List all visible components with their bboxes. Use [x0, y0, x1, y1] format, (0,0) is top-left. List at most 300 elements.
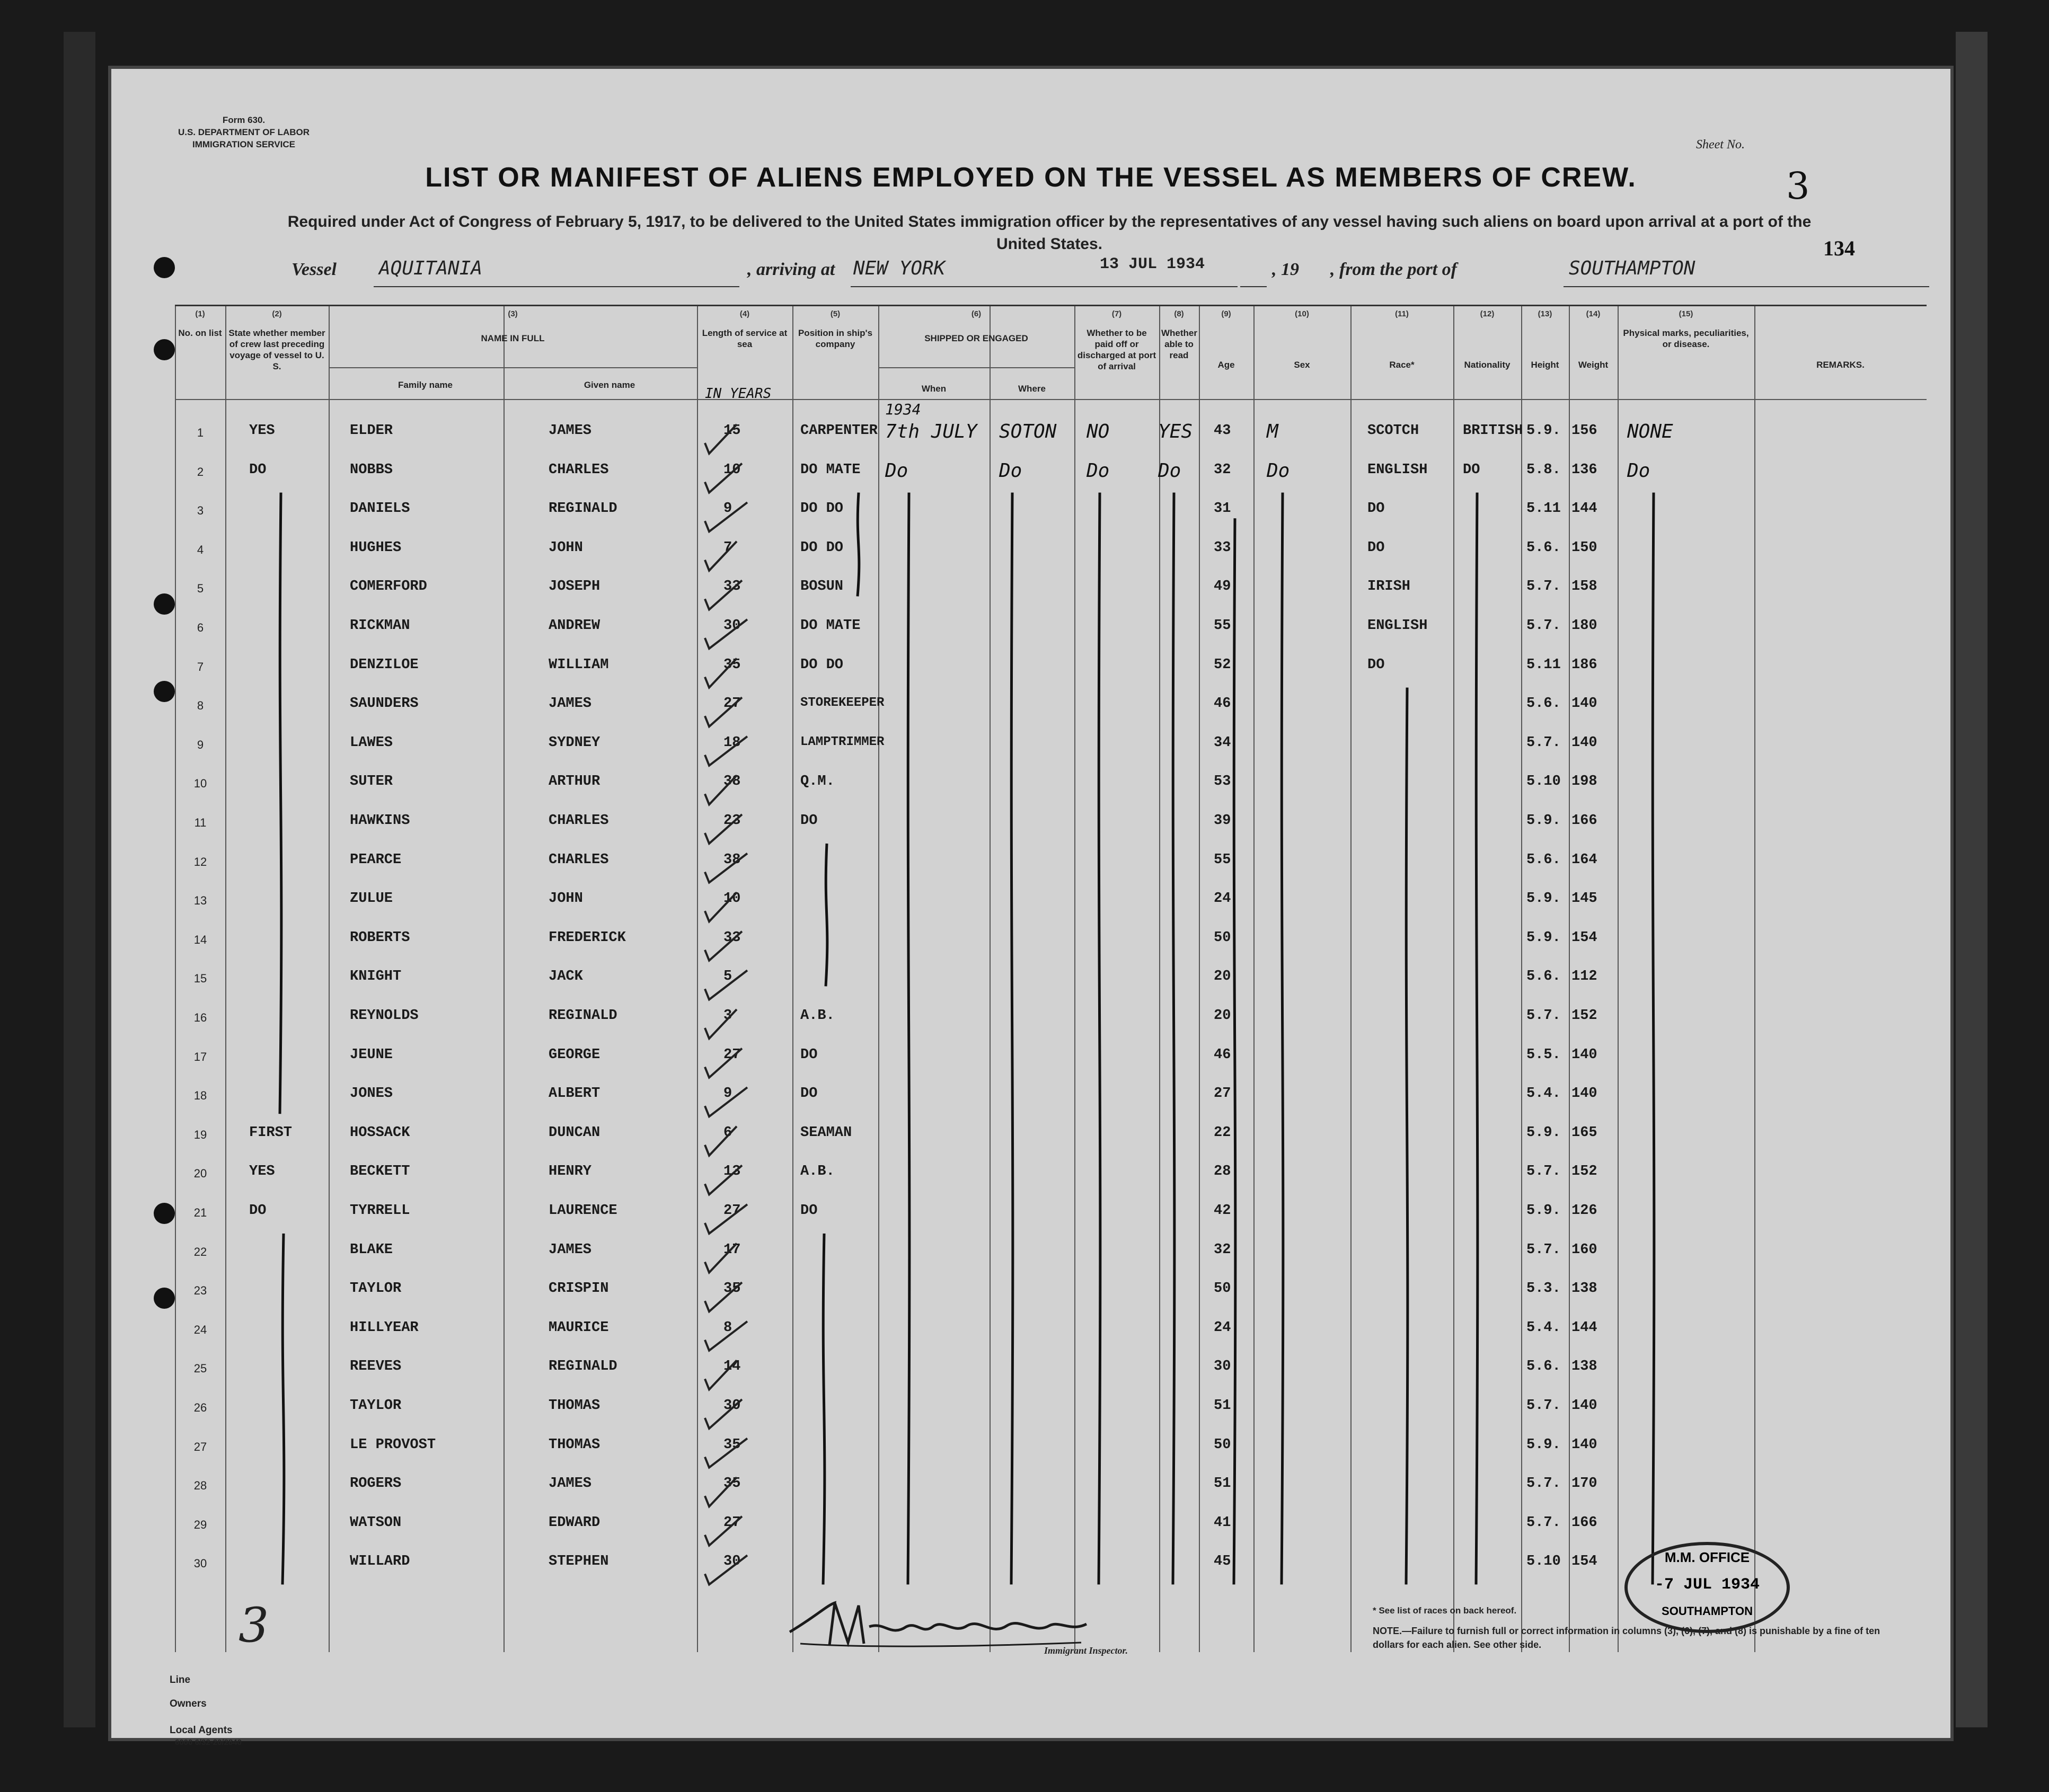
age: 46 [1214, 696, 1231, 712]
vessel-name: AQUITANIA [379, 258, 483, 279]
family-name: NOBBS [350, 462, 393, 478]
table-row [175, 812, 1927, 851]
age: 42 [1214, 1203, 1231, 1219]
sex: Do [1267, 459, 1290, 482]
arrival-date-stamp: 13 JUL 1934 [1100, 255, 1205, 273]
age: 49 [1214, 579, 1231, 595]
table-row [175, 851, 1927, 890]
service-years: 35 [723, 1281, 741, 1297]
paid-off: NO [1087, 421, 1110, 442]
given-name: REGINALD [549, 501, 617, 517]
given-name: WILLIAM [549, 657, 609, 673]
service-years: 15 [723, 423, 741, 439]
underline [1240, 286, 1267, 287]
family-name: DENZILOE [350, 657, 419, 673]
column-header-c8: Whether able to read [1161, 328, 1197, 360]
row-number: 1 [197, 426, 204, 439]
column-header-c7: Whether to be paid off or discharged at port of arrival [1077, 328, 1156, 371]
page-subtitle: Required under Act of Congress of February 5, 1917, to be delivered to the United States immigration officer by the representatives of any vessel having such aliens on board upon arrival at a port of the United States. [287, 213, 1812, 253]
family-name: JONES [350, 1086, 393, 1102]
row-number: 10 [193, 777, 207, 791]
service-years: 18 [723, 734, 741, 751]
weight: 160 [1571, 1241, 1597, 1258]
family-name: RICKMAN [350, 618, 410, 634]
age: 51 [1214, 1398, 1231, 1414]
row-number: 15 [193, 972, 207, 986]
scanner-edge-right [1956, 32, 1988, 1727]
table-row [175, 1397, 1927, 1436]
race: DO [1367, 539, 1385, 556]
table-row [175, 929, 1927, 968]
weight: 166 [1571, 1514, 1597, 1531]
service-years: 8 [723, 1319, 732, 1336]
position: SEAMAN [800, 1124, 852, 1141]
punch-hole [154, 593, 175, 615]
given-name: THOMAS [549, 1398, 600, 1414]
family-name: HILLYEAR [350, 1319, 419, 1336]
weight: 164 [1571, 851, 1597, 868]
column-header-c3: NAME IN FULL [481, 333, 545, 343]
age: 53 [1214, 774, 1231, 790]
age: 30 [1214, 1359, 1231, 1375]
weight: 138 [1571, 1359, 1597, 1375]
height: 5.7. [1526, 579, 1561, 595]
race: SCOTCH [1367, 423, 1419, 439]
column-header-c4: Length of service at sea [702, 328, 788, 349]
age: 51 [1214, 1476, 1231, 1492]
height: 5.11 [1526, 501, 1561, 517]
table-row [175, 1163, 1927, 1202]
prev-voyage: YES [249, 1164, 275, 1180]
family-name: TAYLOR [350, 1398, 402, 1414]
height: 5.5. [1526, 1046, 1561, 1063]
age: 32 [1214, 462, 1231, 478]
height: 5.8. [1526, 462, 1561, 478]
given-name: JAMES [549, 696, 592, 712]
table-row [175, 734, 1927, 773]
age: 50 [1214, 1436, 1231, 1453]
family-name: WILLARD [350, 1554, 410, 1570]
column-header-c13: Height [1531, 360, 1559, 370]
given-name: CHARLES [549, 813, 609, 829]
physical-marks: Do [1627, 459, 1650, 482]
underline [1564, 286, 1929, 287]
position: STOREKEEPER [800, 696, 885, 711]
race: ENGLISH [1367, 462, 1428, 478]
service-years: 27 [723, 696, 741, 712]
column-number: (14) [1586, 309, 1601, 318]
given-name: HENRY [549, 1164, 592, 1180]
row-number: 4 [197, 543, 204, 556]
height: 5.6. [1526, 1359, 1561, 1375]
nationality: BRITISH [1463, 423, 1523, 439]
age: 20 [1214, 1008, 1231, 1024]
paid-off: Do [1087, 459, 1110, 482]
family-name: BECKETT [350, 1164, 410, 1180]
form-header [159, 114, 329, 150]
prev-voyage: DO [249, 1203, 267, 1219]
from-port: SOUTHAMPTON [1569, 258, 1695, 279]
given-name: DUNCAN [549, 1124, 600, 1141]
race: DO [1367, 501, 1385, 517]
age: 27 [1214, 1086, 1231, 1102]
height: 5.9. [1526, 423, 1561, 439]
table-row [175, 1475, 1927, 1514]
punch-hole [154, 1203, 175, 1224]
row-number: 25 [193, 1362, 207, 1376]
height: 5.7. [1526, 1514, 1561, 1531]
row-number: 29 [193, 1518, 207, 1531]
height: 5.9. [1526, 891, 1561, 907]
age: 20 [1214, 969, 1231, 985]
family-name: PEARCE [350, 851, 402, 868]
weight: 154 [1571, 1554, 1597, 1570]
row-number: 2 [197, 465, 204, 478]
given-name: REGINALD [549, 1359, 617, 1375]
punch-hole [154, 257, 175, 278]
sub-header-c3b: Given name [584, 380, 635, 390]
table-row [175, 1436, 1927, 1475]
family-name: REEVES [350, 1359, 402, 1375]
page-title: LIST OR MANIFEST OF ALIENS EMPLOYED ON THE VESSEL AS MEMBERS OF CREW. [425, 162, 1637, 193]
weight: 166 [1571, 813, 1597, 829]
row-number: 19 [193, 1128, 207, 1141]
weight: 170 [1571, 1476, 1597, 1492]
position: BOSUN [800, 579, 844, 595]
form-number: Form 630. [222, 115, 266, 125]
service-years: 7 [723, 539, 732, 556]
column-header-c11: Race* [1389, 360, 1415, 370]
age: 43 [1214, 423, 1231, 439]
column-header-c10: Sex [1294, 360, 1310, 370]
row-number: 24 [193, 1323, 207, 1336]
height: 5.9. [1526, 1436, 1561, 1453]
office-stamp [1624, 1542, 1790, 1633]
table-row [175, 500, 1927, 539]
height: 5.10 [1526, 1554, 1561, 1570]
family-name: LE PROVOST [350, 1436, 436, 1453]
given-name: JOSEPH [549, 579, 600, 595]
service-years: 33 [723, 579, 741, 595]
family-name: ELDER [350, 423, 393, 439]
from-label: , from the port of [1330, 260, 1457, 279]
weight: 152 [1571, 1164, 1597, 1180]
position: DO [800, 1203, 818, 1219]
service-years: 6 [723, 1124, 732, 1141]
weight: 154 [1571, 929, 1597, 946]
table-row [175, 1046, 1927, 1085]
shipped-when: Do [885, 459, 908, 482]
able-to-read: YES [1158, 421, 1193, 442]
position: DO [800, 1086, 818, 1102]
given-name: REGINALD [549, 1008, 617, 1024]
position: LAMPTRIMMER [800, 734, 885, 749]
age: 24 [1214, 1319, 1231, 1336]
given-name: LAURENCE [549, 1203, 617, 1219]
row-number: 3 [197, 504, 204, 518]
given-name: JOHN [549, 539, 583, 556]
position: Q.M. [800, 774, 835, 790]
shipped-year: 1934 [885, 401, 921, 418]
age: 24 [1214, 891, 1231, 907]
year-label: , 19 [1272, 260, 1299, 279]
column-number: (4) [739, 309, 750, 318]
service-unit-note: IN YEARS [705, 386, 772, 402]
shipped-when: 7th JULY [885, 421, 977, 442]
crew-table [175, 305, 1927, 1652]
given-name: STEPHEN [549, 1554, 609, 1570]
print-code: 6000 6/32-20/2840 [175, 1738, 242, 1747]
given-name: JAMES [549, 1241, 592, 1258]
table-row [175, 1202, 1927, 1241]
height: 5.10 [1526, 774, 1561, 790]
service-years: 10 [723, 891, 741, 907]
table-row [175, 1358, 1927, 1397]
family-name: DANIELS [350, 501, 410, 517]
weight: 140 [1571, 1436, 1597, 1453]
family-name: REYNOLDS [350, 1008, 419, 1024]
stamp-date: -7 JUL 1934 [1654, 1576, 1760, 1594]
able-to-read: Do [1158, 459, 1181, 482]
weight: 165 [1571, 1124, 1597, 1141]
family-name: ROGERS [350, 1476, 402, 1492]
height: 5.7. [1526, 1164, 1561, 1180]
row-number: 7 [197, 660, 204, 673]
row-number: 5 [197, 582, 204, 596]
given-name: GEORGE [549, 1046, 600, 1063]
given-name: MAURICE [549, 1319, 609, 1336]
service-years: 13 [723, 1164, 741, 1180]
height: 5.9. [1526, 1203, 1561, 1219]
column-header-c1: No. on list [178, 328, 222, 338]
age: 33 [1214, 539, 1231, 556]
column-header-c5: Position in ship's company [798, 328, 873, 349]
service-years: 9 [723, 501, 732, 517]
column-number: (3) [508, 309, 518, 318]
row-number: 8 [197, 699, 204, 713]
position: A.B. [800, 1164, 835, 1180]
weight: 152 [1571, 1008, 1597, 1024]
table-row [175, 539, 1927, 578]
inspector-signature [784, 1595, 1092, 1653]
race-note: * See list of races on back hereof. [1373, 1605, 1517, 1616]
family-name: HUGHES [350, 539, 402, 556]
family-name: COMERFORD [350, 579, 427, 595]
row-number: 18 [193, 1089, 207, 1103]
weight: 138 [1571, 1281, 1597, 1297]
row-number: 22 [193, 1245, 207, 1258]
column-number: (2) [272, 309, 282, 318]
service-years: 35 [723, 1476, 741, 1492]
column-header-c14: Weight [1578, 360, 1609, 370]
table-row [175, 461, 1927, 500]
service-years: 5 [723, 969, 732, 985]
height: 5.11 [1526, 657, 1561, 673]
given-name: JACK [549, 969, 583, 985]
age: 55 [1214, 851, 1231, 868]
table-row [175, 1319, 1927, 1358]
weight: 156 [1571, 423, 1597, 439]
age: 41 [1214, 1514, 1231, 1531]
column-number: (10) [1295, 309, 1309, 318]
column-number: (5) [830, 309, 841, 318]
height: 5.9. [1526, 813, 1561, 829]
position: CARPENTER [800, 423, 878, 439]
family-name: TAYLOR [350, 1281, 402, 1297]
service-years: 14 [723, 1359, 741, 1375]
service-years: 38 [723, 774, 741, 790]
weight: 136 [1571, 462, 1597, 478]
age: 46 [1214, 1046, 1231, 1063]
weight: 144 [1571, 1319, 1597, 1336]
service-years: 38 [723, 851, 741, 868]
stamp-port: SOUTHAMPTON [1662, 1604, 1753, 1618]
arriving-port: NEW YORK [853, 258, 946, 279]
service-years: 27 [723, 1046, 741, 1063]
service-years: 30 [723, 1554, 741, 1570]
shipped-where: Do [999, 459, 1022, 482]
table-row [175, 890, 1927, 929]
scanner-edge-left [64, 32, 95, 1727]
race: DO [1367, 657, 1385, 673]
service-years: 33 [723, 929, 741, 946]
height: 5.6. [1526, 969, 1561, 985]
table-row [175, 1007, 1927, 1046]
height: 5.9. [1526, 1124, 1561, 1141]
service: IMMIGRATION SERVICE [192, 139, 295, 149]
height: 5.9. [1526, 929, 1561, 946]
family-name: LAWES [350, 734, 393, 751]
age: 32 [1214, 1241, 1231, 1258]
age: 52 [1214, 657, 1231, 673]
column-header-c12: Nationality [1464, 360, 1511, 370]
height: 5.6. [1526, 696, 1561, 712]
row-number: 9 [197, 738, 204, 751]
column-number: (6) [971, 309, 982, 318]
row-number: 27 [193, 1440, 207, 1453]
family-name: ZULUE [350, 891, 393, 907]
given-name: JOHN [549, 891, 583, 907]
row-number: 14 [193, 933, 207, 946]
weight: 140 [1571, 734, 1597, 751]
table-row [175, 422, 1927, 461]
service-years: 27 [723, 1203, 741, 1219]
underline [374, 286, 739, 287]
table-row [175, 1124, 1927, 1163]
family-name: BLAKE [350, 1241, 393, 1258]
row-number: 21 [193, 1206, 207, 1219]
owners-label: Owners [170, 1698, 207, 1709]
service-years: 10 [723, 462, 741, 478]
service-years: 30 [723, 618, 741, 634]
height: 5.7. [1526, 1008, 1561, 1024]
table-row [175, 773, 1927, 812]
column-number: (15) [1679, 309, 1693, 318]
position: DO DO [800, 539, 844, 556]
given-name: ALBERT [549, 1086, 600, 1102]
table-row [175, 1241, 1927, 1280]
column-header-c2: State whether member of crew last preceding voyage of vessel to U. S. [228, 328, 325, 371]
family-name: HAWKINS [350, 813, 410, 829]
age: 50 [1214, 1281, 1231, 1297]
height: 5.4. [1526, 1086, 1561, 1102]
shipped-where: SOTON [999, 421, 1057, 442]
prev-voyage: DO [249, 462, 267, 478]
given-name: JAMES [549, 1476, 592, 1492]
column-number: (7) [1111, 309, 1122, 318]
arriving-label: , arriving at [747, 260, 835, 279]
height: 5.7. [1526, 1398, 1561, 1414]
position: DO DO [800, 501, 844, 517]
age: 55 [1214, 618, 1231, 634]
weight: 186 [1571, 657, 1597, 673]
family-name: JEUNE [350, 1046, 393, 1063]
row-number: 13 [193, 894, 207, 908]
column-header-c6: SHIPPED OR ENGAGED [924, 333, 1028, 343]
header-rule [878, 367, 1074, 368]
height: 5.7. [1526, 734, 1561, 751]
sub-header-c6b: Where [1018, 384, 1046, 394]
row-number: 17 [193, 1050, 207, 1063]
manifest-page [111, 69, 1950, 1747]
sex: M [1267, 421, 1278, 442]
position: DO MATE [800, 618, 861, 634]
service-years: 30 [723, 1398, 741, 1414]
agents-label: Local Agents [170, 1725, 233, 1736]
row-number: 30 [193, 1557, 207, 1571]
table-row [175, 617, 1927, 656]
column-number: (1) [195, 309, 205, 318]
position: DO [800, 1046, 818, 1063]
column-number: (8) [1174, 309, 1184, 318]
table-row [175, 1085, 1927, 1124]
given-name: JAMES [549, 423, 592, 439]
stamp-office: M.M. OFFICE [1664, 1549, 1750, 1565]
weight: 112 [1571, 969, 1597, 985]
family-name: HOSSACK [350, 1124, 410, 1141]
given-name: THOMAS [549, 1436, 600, 1453]
given-name: CRISPIN [549, 1281, 609, 1297]
prev-voyage: FIRST [249, 1124, 293, 1141]
family-name: KNIGHT [350, 969, 402, 985]
given-name: ANDREW [549, 618, 600, 634]
department: U.S. DEPARTMENT OF LABOR [178, 127, 310, 137]
row-number: 20 [193, 1167, 207, 1181]
service-years: 9 [723, 1086, 732, 1102]
height: 5.3. [1526, 1281, 1561, 1297]
family-name: SAUNDERS [350, 696, 419, 712]
table-row [175, 695, 1927, 734]
column-number: (11) [1395, 309, 1409, 318]
vessel-line [292, 255, 1829, 289]
given-name: ARTHUR [549, 774, 600, 790]
service-years: 27 [723, 1514, 741, 1531]
service-years: 23 [723, 813, 741, 829]
column-number: (13) [1538, 309, 1552, 318]
physical-marks: NONE [1627, 421, 1673, 442]
row-number: 11 [194, 816, 207, 829]
position: A.B. [800, 1008, 835, 1024]
family-name: TYRRELL [350, 1203, 410, 1219]
weight: 150 [1571, 539, 1597, 556]
service-years: 35 [723, 657, 741, 673]
age: 22 [1214, 1124, 1231, 1141]
reference-number: 134 [1823, 236, 1855, 260]
punch-hole [154, 339, 175, 360]
race: IRISH [1367, 579, 1411, 595]
nationality: DO [1463, 462, 1480, 478]
position: DO [800, 813, 818, 829]
